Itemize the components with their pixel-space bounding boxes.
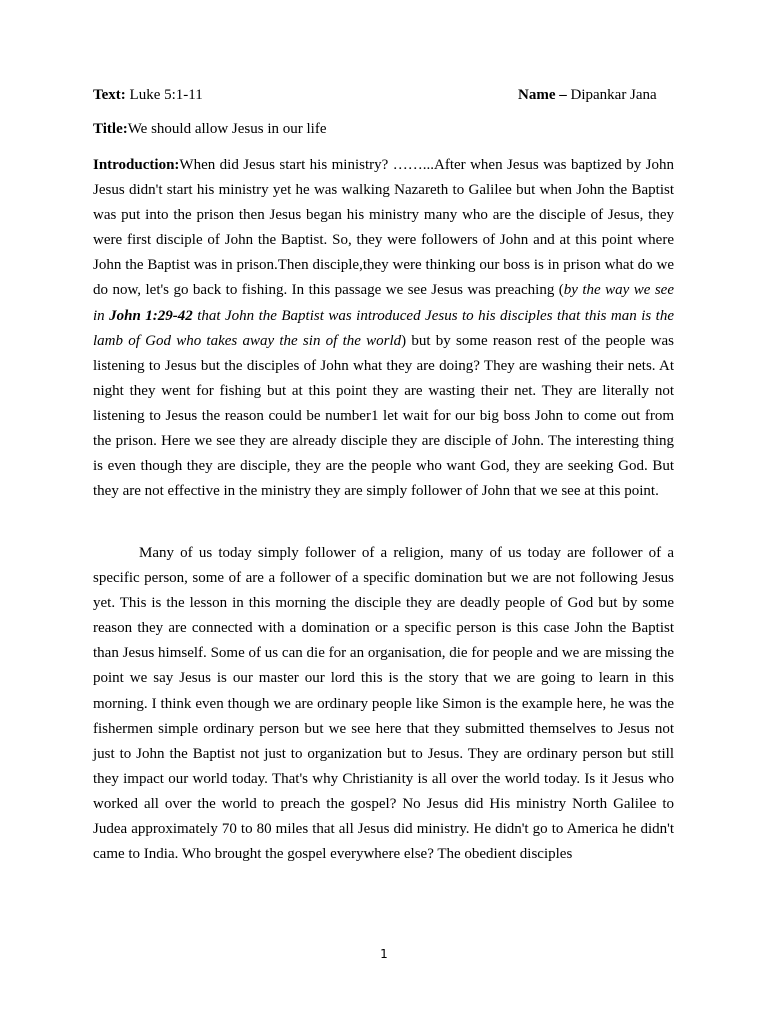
- introduction-italic-before: by the way we see in: [93, 282, 674, 324]
- name-value: Dipankar Jana: [566, 87, 657, 103]
- author-name: [518, 87, 657, 104]
- introduction-italic-after: that John the Baptist was introduced Jesus to his disciples that this man is the lamb of God who takes away the sin of the world: [93, 307, 674, 349]
- name-label: Name –: [518, 87, 567, 103]
- scripture-reference: John 1:29-42: [109, 307, 193, 324]
- body-paragraph-2: Many of us today simply follower of a religion, many of us today are follower of a specific person, some of are a follower of a specific domination but we are not following Jesus yet. This is the lesson in this morning the disciple they are deadly people of God but by some reason they are connected with a domination or a specific person is this case John the Baptist than Jesus himself. Some of us can die for an organisation, die for people and we are missing the point we say Jesus is our master our lord this is the story that we are going to learn in this morning. I think even though we are ordinary people like Simon is the example here, he was the fishermen simple ordinary person but we see here that they submitted themselves to Jesus not just to John the Baptist not just to organization but to Jesus. They are ordinary person but still they impact our world today. That's why Christianity is all over the world today. Is it Jesus who worked all over the world to preach the gospel? No Jesus did His ministry North Galilee to Judea approximately 70 to 80 miles that all Jesus did ministry. He didn't go to America he didn't came to India. Who brought the gospel everywhere else? The obedient disciples: [93, 545, 674, 863]
- introduction-paragraph: [93, 153, 674, 504]
- introduction-text-part2: ) but by some reason rest of the people was listening to Jesus but the disciples of John what they are doing? They are washing their nets. At night they went for fishing but at this point they are wasting their net. They are literally not listening to Jesus the reason could be number1 let wait for our big boss John to come out from the prison. Here we see they are already disciple they are disciple of John. The interesting thing is even though they are disciple, they are the people who want God, they are seeking God. But they are not effective in the ministry they are simply follower of John that we see at this point.: [93, 332, 674, 500]
- scripture-text: [93, 87, 203, 103]
- introduction-label: Introduction:: [93, 157, 180, 173]
- page-number: 1: [380, 947, 388, 961]
- introduction-text-part1: When did Jesus start his ministry? ……...After when Jesus was baptized by John Jesus didn't start his ministry yet he was walking Nazareth to Galilee but when John the Baptist was put into the prison then Jesus began his ministry many who are the disciple of Jesus, they were first disciple of John the Baptist. So, they were followers of John and at this point where John the Baptist was in prison.Then disciple,they were thinking our boss is in prison what do we do now, let's go back to fishing. In this passage we see Jesus was preaching (: [93, 157, 674, 299]
- text-label: Text:: [93, 87, 126, 103]
- text-value: Luke 5:1-11: [125, 87, 203, 103]
- title-value: We should allow Jesus in our life: [127, 121, 327, 137]
- header-row: [93, 87, 675, 104]
- sermon-title: [93, 121, 326, 138]
- title-label: Title:: [93, 121, 128, 137]
